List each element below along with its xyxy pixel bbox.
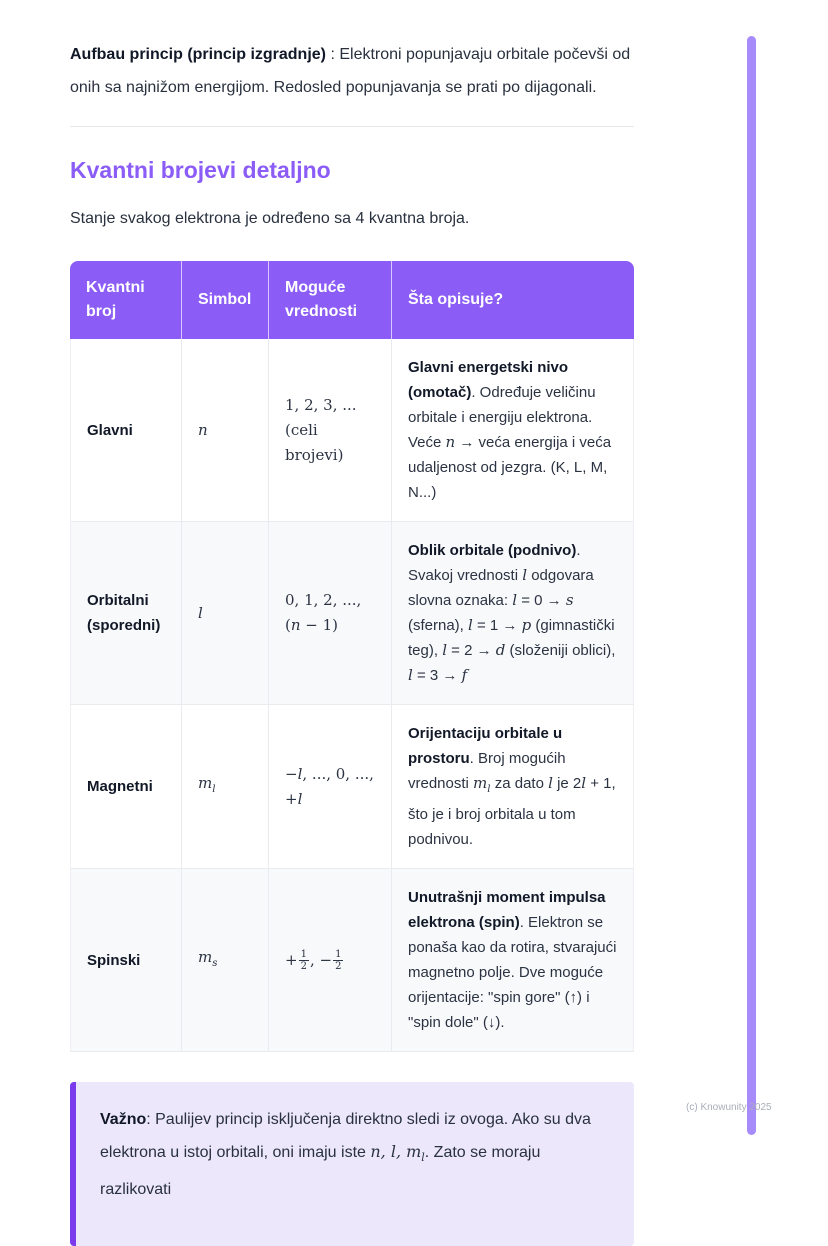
- section-heading: Kvantni brojevi detaljno: [70, 157, 331, 183]
- row-description: Unutrašnji moment impulsa elektrona (spin). Elektron se ponaša kao da rotira, stvarajući magnetno polje. Dve moguće orijentacije: "spin gore" (↑) i "spin dole" (↓).: [391, 869, 634, 1052]
- table-header-moguce-vrednosti: Moguće vrednosti: [268, 261, 391, 339]
- intro-text: : Elektroni popunjavaju orbitale počevši od onih sa najnižom energijom. Redosled popunjavanja se prati po dijagonali.: [70, 46, 631, 96]
- row-description: Oblik orbitale (podnivo). Svakoj vrednosti l odgovara slovna oznaka: l = 0 → s (sferna), l = 1 → p (gimnastički teg), l = 2 → d (složeniji oblici), l = 3 → f: [391, 522, 634, 705]
- row-symbol: n: [181, 339, 268, 522]
- quantum-numbers-table: [70, 261, 634, 1052]
- important-callout: [70, 1082, 634, 1246]
- document-content: [70, 38, 634, 1246]
- row-description: Glavni energetski nivo (omotač). Određuje veličinu orbitale i energiju elektrona. Veće n → veća energija i veća udaljenost od jezgra. (K, L, M, N...): [391, 339, 634, 522]
- table-row-glavni: [70, 339, 634, 522]
- row-name: Orbitalni (sporedni): [70, 522, 181, 705]
- row-values: 1, 2, 3, ... (celi brojevi): [268, 339, 391, 522]
- important-callout-text: Važno: Paulijev princip isključenja direktno sledi iz ovoga. Ako su dva elektrona u istoj orbitali, oni imaju iste n, l, $m_l$. Zato se moraju razlikovati: [100, 1111, 591, 1199]
- table-row-orbitalni: [70, 522, 634, 705]
- table-row-magnetni: [70, 705, 634, 869]
- row-name: Magnetni: [70, 705, 181, 869]
- row-name: Spinski: [70, 869, 181, 1052]
- intro-bold-lead: Aufbau princip (princip izgradnje): [70, 46, 326, 63]
- row-values: 0, 1, 2, ..., (n − 1): [268, 522, 391, 705]
- table-header-kvantni-broj: Kvantni broj: [70, 261, 181, 339]
- row-symbol: $m_l$: [181, 705, 268, 869]
- row-symbol: l: [181, 522, 268, 705]
- row-values: −l, ..., 0, ..., +l: [268, 705, 391, 869]
- row-name: Glavni: [70, 339, 181, 522]
- row-description: Orijentaciju orbitale u prostoru. Broj mogućih vrednosti $m_l$ za dato l je 2l + 1, što je i broj orbitala u tom podnivou.: [391, 705, 634, 869]
- table-row-spinski: [70, 869, 634, 1052]
- section-subtitle: Stanje svakog elektrona je određeno sa 4 kvantna broja.: [70, 210, 470, 227]
- table-header-sta-opisuje: Šta opisuje?: [391, 261, 634, 339]
- watermark: (c) Knowunity 2025: [686, 1102, 772, 1113]
- row-values: + $\frac{1}{2}$ , − $\frac{1}{2}$: [268, 869, 391, 1052]
- table-header-row: [70, 261, 634, 339]
- intro-paragraph: [70, 38, 634, 104]
- scrollbar-thumb[interactable]: [747, 36, 756, 1135]
- table-header-simbol: Simbol: [181, 261, 268, 339]
- section-divider: [70, 126, 634, 127]
- row-symbol: $m_s$: [181, 869, 268, 1052]
